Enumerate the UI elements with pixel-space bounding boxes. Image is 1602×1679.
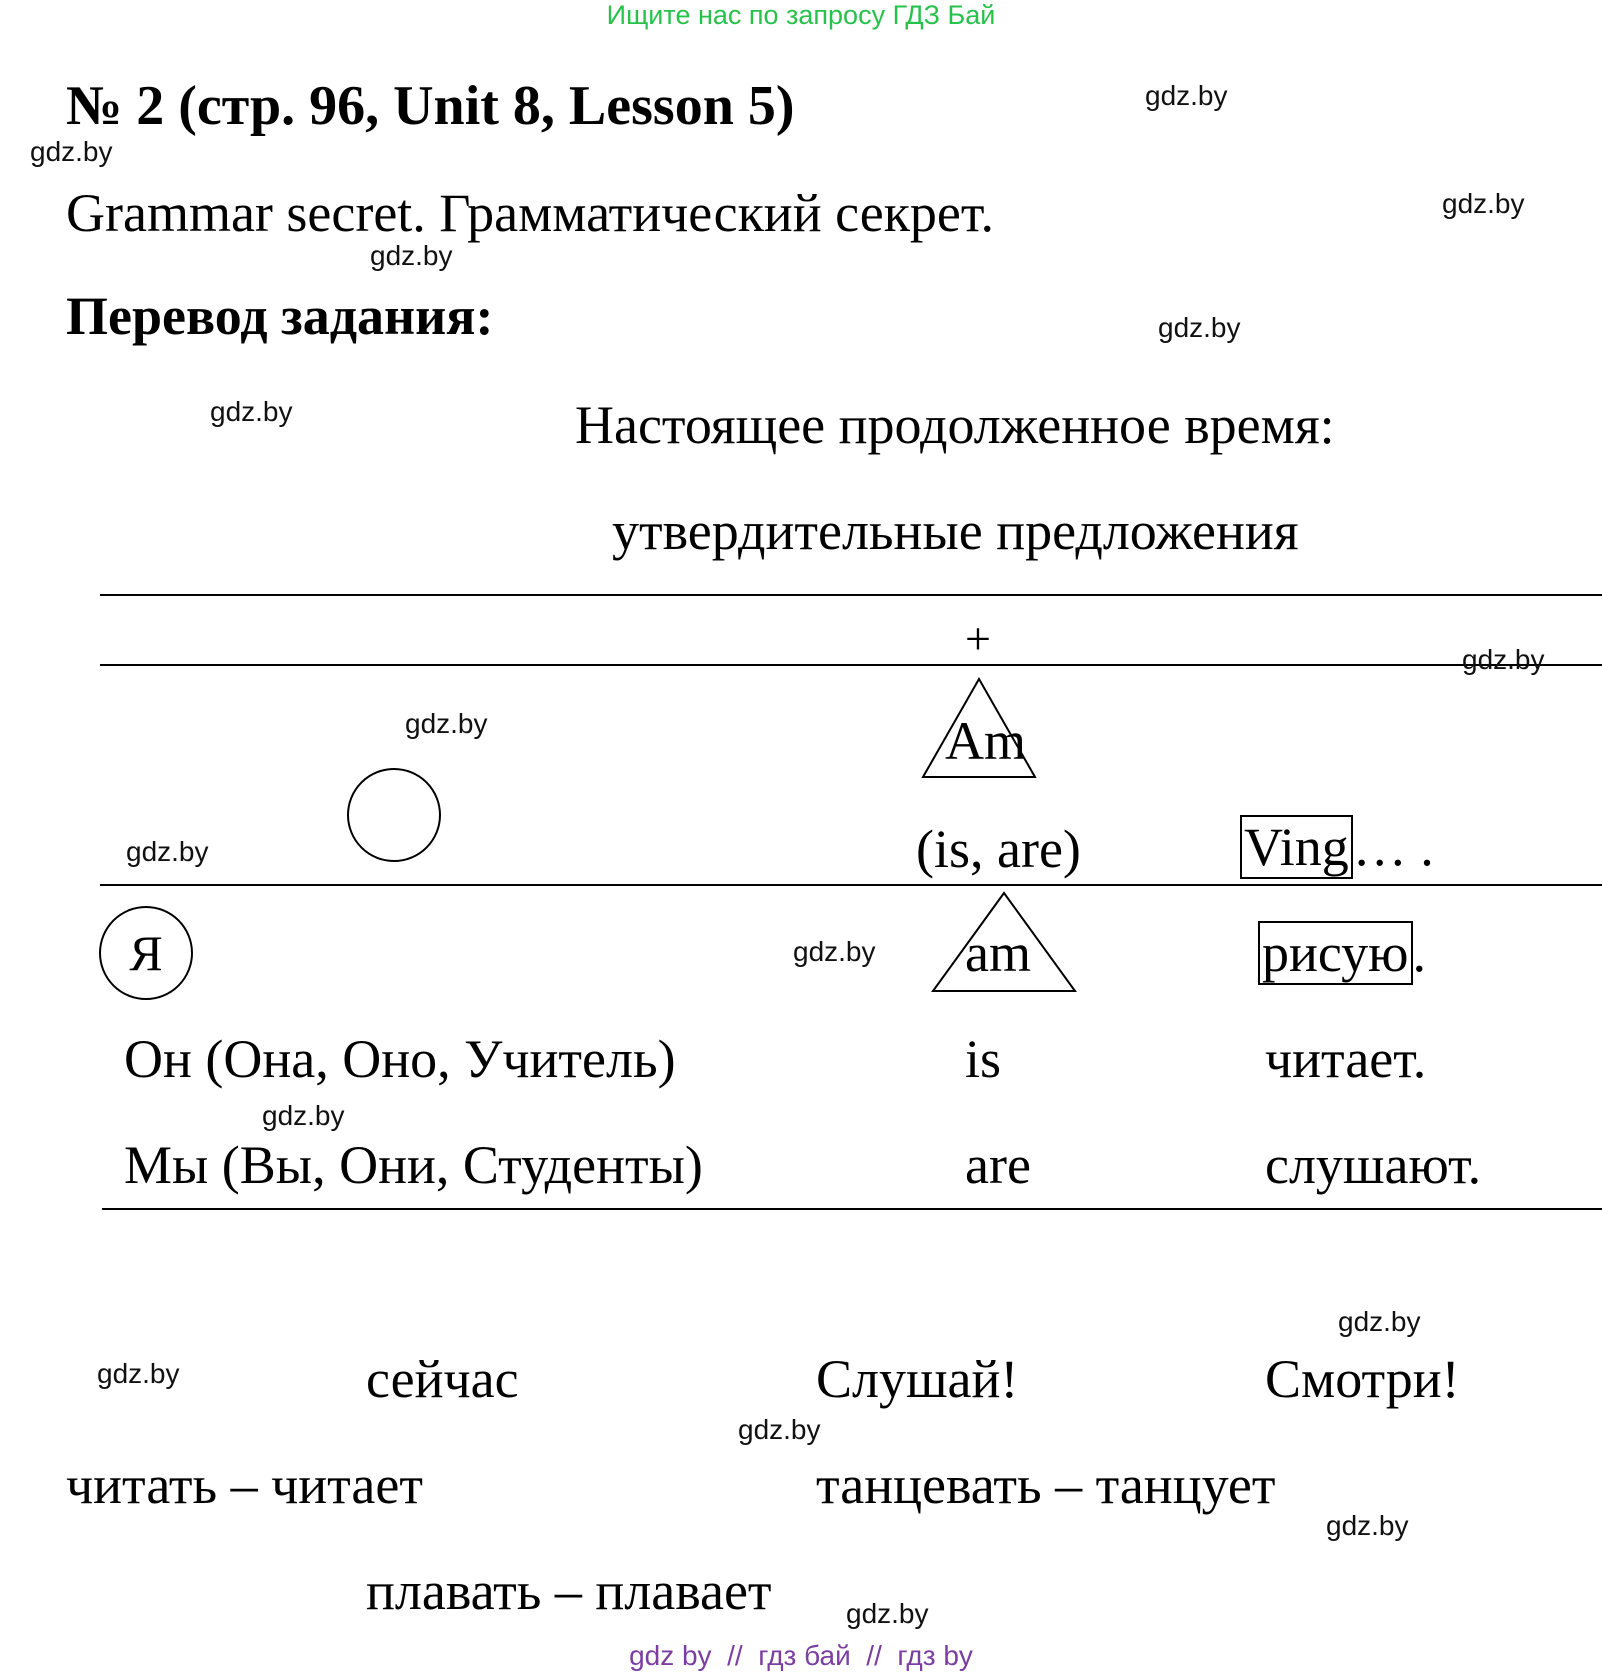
verb-form-swim: плавать – плавает bbox=[366, 1561, 772, 1621]
watermark: gdz.by bbox=[1338, 1306, 1421, 1337]
watermark: gdz.by bbox=[126, 836, 209, 867]
ving-suffix: … . bbox=[1352, 817, 1434, 877]
footer-links[interactable]: gdz by // гдз бай // гдз by bbox=[629, 1640, 973, 1671]
ving-box: Ving bbox=[1240, 815, 1353, 879]
verb-form-dance: танцевать – танцует bbox=[816, 1455, 1276, 1515]
row3-verb: слушают. bbox=[1265, 1135, 1482, 1195]
aux-am: Am bbox=[945, 711, 1026, 771]
verb-form-read: читать – читает bbox=[66, 1455, 423, 1515]
watermark: gdz.by bbox=[1158, 312, 1241, 343]
ving-formula bbox=[1240, 816, 1434, 878]
row1-aux: am bbox=[965, 923, 1031, 983]
rule-heading-line1: Настоящее продолженное время: bbox=[575, 395, 1335, 455]
watermark: gdz.by bbox=[846, 1598, 929, 1629]
page-title: № 2 (стр. 96, Unit 8, Lesson 5) bbox=[66, 75, 795, 137]
watermark: gdz.by bbox=[793, 936, 876, 967]
row3-aux: are bbox=[965, 1135, 1031, 1195]
watermark: gdz.by bbox=[738, 1414, 821, 1445]
table-line-header bbox=[100, 664, 1602, 666]
row2-verb: читает. bbox=[1265, 1029, 1427, 1089]
watermark: gdz.by bbox=[1145, 80, 1228, 111]
keyword-listen: Слушай! bbox=[816, 1349, 1019, 1409]
subject-ya-circle bbox=[99, 906, 193, 1000]
plus-sign: + bbox=[965, 613, 991, 664]
aux-alternatives: (is, are) bbox=[916, 819, 1081, 879]
row2-aux: is bbox=[965, 1029, 1002, 1089]
row1-subject: Я bbox=[129, 925, 163, 981]
row1-verb-group bbox=[1258, 922, 1426, 984]
top-banner[interactable]: Ищите нас по запросу ГДЗ Бай bbox=[606, 0, 996, 30]
row3-subject: Мы (Вы, Они, Студенты) bbox=[124, 1135, 703, 1195]
rule-heading-line2: утвердительные предложения bbox=[612, 501, 1299, 561]
subject-circle-icon bbox=[347, 768, 441, 862]
watermark: gdz.by bbox=[1326, 1510, 1409, 1541]
keyword-look: Смотри! bbox=[1265, 1349, 1460, 1409]
watermark: gdz.by bbox=[1462, 644, 1545, 675]
watermark: gdz.by bbox=[262, 1100, 345, 1131]
row2-subject: Он (Она, Оно, Учитель) bbox=[124, 1029, 676, 1089]
watermark: gdz.by bbox=[405, 708, 488, 739]
table-line-bottom bbox=[102, 1208, 1602, 1210]
watermark: gdz.by bbox=[210, 396, 293, 427]
watermark: gdz.by bbox=[1442, 188, 1525, 219]
watermark: gdz.by bbox=[97, 1358, 180, 1389]
section-heading: Перевод задания: bbox=[66, 286, 494, 346]
table-line-top bbox=[100, 594, 1602, 596]
row1-end: . bbox=[1412, 923, 1426, 983]
table-line-formula bbox=[100, 884, 1602, 886]
keyword-now: сейчас bbox=[366, 1349, 519, 1409]
watermark: gdz.by bbox=[370, 240, 453, 271]
subtitle: Grammar secret. Грамматический секрет. bbox=[66, 183, 994, 243]
watermark: gdz.by bbox=[30, 136, 113, 167]
row1-verb: рисую bbox=[1258, 921, 1413, 985]
